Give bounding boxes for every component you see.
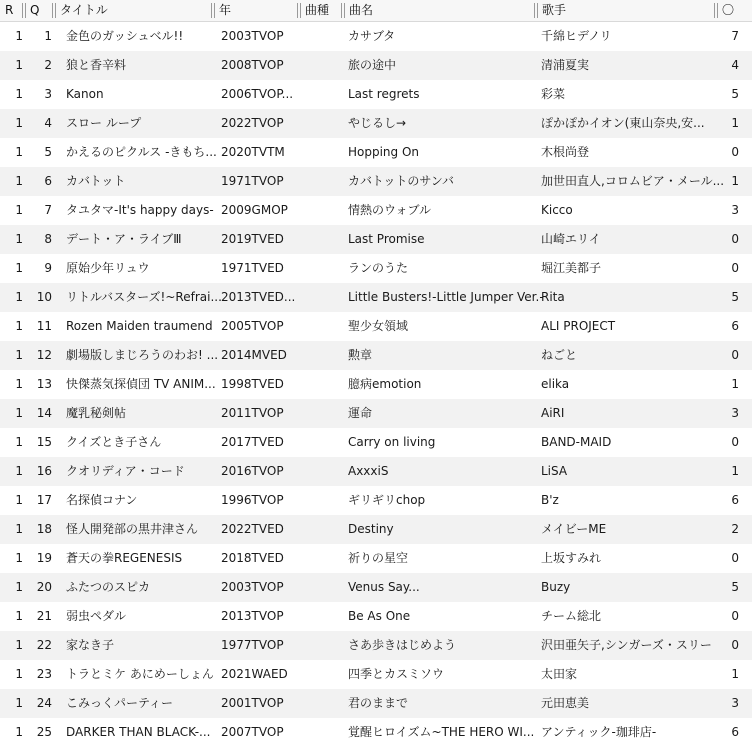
table-row[interactable]: [0, 718, 752, 747]
cell-rank: 1: [15, 725, 23, 739]
cell-song: 旅の途中: [348, 58, 397, 72]
cell-artist: Rita: [541, 290, 565, 304]
cell-rank: 1: [15, 58, 23, 72]
cell-artist: 上坂すみれ: [541, 551, 602, 565]
cell-year: 2014MVED: [221, 348, 287, 362]
cell-question: 21: [36, 609, 52, 623]
cell-circle: 0: [731, 232, 739, 246]
table-row[interactable]: [0, 544, 752, 573]
cell-artist: Buzy: [541, 580, 571, 594]
cell-rank: 1: [15, 493, 23, 507]
cell-circle: 0: [731, 261, 739, 275]
cell-artist: アンティック-珈琲店-: [541, 725, 657, 739]
cell-rank: 1: [15, 464, 23, 478]
cell-song: やじるし→: [348, 116, 407, 130]
cell-rank: 1: [15, 116, 23, 130]
cell-artist: 元田恵美: [541, 696, 590, 710]
cell-year: 2022TVED: [221, 522, 284, 536]
cell-rank: 1: [15, 319, 23, 333]
cell-song: 臆病emotion: [348, 377, 422, 391]
cell-title: トラとミケ あにめーしょん: [66, 667, 214, 681]
cell-rank: 1: [15, 580, 23, 594]
cell-artist: 沢田亜矢子,シンガーズ・スリー: [541, 638, 712, 652]
column-header-row: [0, 0, 752, 22]
cell-artist: 彩菜: [541, 87, 566, 101]
cell-song: カサブタ: [348, 29, 396, 43]
cell-title: カバトット: [66, 174, 126, 188]
cell-question: 7: [44, 203, 52, 217]
cell-question: 12: [36, 348, 52, 362]
cell-title: Rozen Maiden traumend: [66, 319, 213, 333]
cell-question: 8: [44, 232, 52, 246]
table-row[interactable]: [0, 573, 752, 602]
cell-question: 9: [44, 261, 52, 275]
cell-question: 11: [36, 319, 52, 333]
cell-song: 運命: [348, 406, 373, 420]
cell-song: 君のままで: [348, 696, 409, 710]
cell-artist: 加世田直人,コロムビア・メール...: [541, 174, 725, 188]
cell-title: 家なき子: [66, 638, 115, 652]
cell-title: ふたつのスピカ: [66, 580, 151, 594]
cell-artist: メイビーME: [541, 522, 607, 536]
cell-question: 24: [36, 696, 52, 710]
cell-artist: 木根尚登: [541, 145, 590, 159]
cell-artist: B'z: [541, 493, 559, 507]
cell-circle: 5: [731, 290, 739, 304]
cell-rank: 1: [15, 377, 23, 391]
cell-year: 2013TVOP: [221, 609, 284, 623]
column-header-q[interactable]: Q: [22, 0, 52, 21]
cell-artist: 太田家: [541, 667, 578, 681]
table-row[interactable]: [0, 341, 752, 370]
table-row[interactable]: [0, 399, 752, 428]
table-row[interactable]: [0, 51, 752, 80]
column-header-artist[interactable]: 歌手: [534, 0, 714, 21]
cell-year: 2021WAED: [221, 667, 288, 681]
cell-circle: 1: [731, 667, 739, 681]
table-row[interactable]: [0, 660, 752, 689]
cell-rank: 1: [15, 667, 23, 681]
table-row[interactable]: [0, 22, 752, 51]
cell-song: Carry on living: [348, 435, 436, 449]
table-row[interactable]: [0, 283, 752, 312]
table-row[interactable]: [0, 196, 752, 225]
table-row[interactable]: [0, 80, 752, 109]
table-row[interactable]: [0, 486, 752, 515]
cell-year: 2017TVED: [221, 435, 284, 449]
cell-year: 2009GMOP: [221, 203, 288, 217]
cell-question: 5: [44, 145, 52, 159]
cell-circle: 6: [731, 725, 739, 739]
cell-year: 1977TVOP: [221, 638, 284, 652]
cell-circle: 0: [731, 609, 739, 623]
cell-title: 原始少年リュウ: [66, 261, 150, 275]
cell-circle: 5: [731, 87, 739, 101]
cell-year: 2018TVED: [221, 551, 284, 565]
cell-title: 弱虫ペダル: [66, 609, 127, 623]
cell-song: ランのうた: [348, 261, 409, 275]
cell-title: スロー ループ: [66, 116, 142, 130]
cell-rank: 1: [15, 261, 23, 275]
cell-song: さあ歩きはじめよう: [348, 638, 457, 652]
cell-question: 17: [36, 493, 52, 507]
cell-artist: 清浦夏実: [541, 58, 590, 72]
cell-circle: 6: [731, 319, 739, 333]
table-row[interactable]: [0, 312, 752, 341]
cell-rank: 1: [15, 522, 23, 536]
column-header-year[interactable]: 年: [211, 0, 297, 21]
cell-rank: 1: [15, 435, 23, 449]
cell-year: 2008TVOP: [221, 58, 284, 72]
cell-question: 25: [36, 725, 52, 739]
cell-title: かえるのピクルス -きもち...: [66, 145, 217, 159]
table-row[interactable]: [0, 254, 752, 283]
cell-title: クオリディア・コード: [66, 464, 185, 478]
cell-artist: elika: [541, 377, 570, 391]
cell-year: 2020TVTM: [221, 145, 285, 159]
cell-rank: 1: [15, 609, 23, 623]
cell-circle: 2: [731, 522, 739, 536]
cell-year: 2003TVOP: [221, 580, 284, 594]
cell-rank: 1: [15, 203, 23, 217]
cell-circle: 7: [731, 29, 739, 43]
column-header-circle[interactable]: 〇: [714, 0, 752, 21]
cell-title: 快傑蒸気探偵団 TV ANIM...: [66, 377, 216, 391]
table-row[interactable]: [0, 138, 752, 167]
cell-artist: BAND-MAID: [541, 435, 612, 449]
cell-song: Destiny: [348, 522, 394, 536]
cell-title: こみっくパーティー: [66, 696, 174, 710]
table-row[interactable]: [0, 428, 752, 457]
cell-question: 1: [44, 29, 52, 43]
cell-year: 2001TVOP: [221, 696, 284, 710]
table-row[interactable]: [0, 602, 752, 631]
cell-artist: AiRI: [541, 406, 565, 420]
cell-year: 2005TVOP: [221, 319, 284, 333]
cell-rank: 1: [15, 87, 23, 101]
cell-circle: 1: [731, 464, 739, 478]
cell-rank: 1: [15, 174, 23, 188]
cell-rank: 1: [15, 348, 23, 362]
cell-circle: 5: [731, 580, 739, 594]
table-row[interactable]: [0, 689, 752, 718]
cell-year: 1996TVOP: [221, 493, 284, 507]
cell-artist: ぽかぽかイオン(東山奈央,安...: [541, 116, 705, 130]
cell-question: 4: [44, 116, 52, 130]
column-header-title[interactable]: タイトル: [52, 0, 211, 21]
table-row[interactable]: [0, 109, 752, 138]
cell-circle: 6: [731, 493, 739, 507]
cell-title: 金色のガッシュベル!!: [66, 29, 184, 43]
cell-song: Be As One: [348, 609, 411, 623]
cell-title: クイズとき子さん: [66, 435, 162, 449]
cell-circle: 0: [731, 551, 739, 565]
cell-artist: ALI PROJECT: [541, 319, 616, 333]
cell-rank: 1: [15, 290, 23, 304]
table-row[interactable]: [0, 167, 752, 196]
column-header-r[interactable]: R: [5, 3, 14, 17]
cell-artist: 千綿ヒデノリ: [541, 29, 612, 43]
cell-year: 2022TVOP: [221, 116, 284, 130]
cell-song: 祈りの星空: [348, 551, 409, 565]
cell-question: 20: [36, 580, 52, 594]
cell-circle: 1: [731, 116, 739, 130]
cell-title: 狼と香辛料: [66, 58, 127, 72]
table-row[interactable]: [0, 370, 752, 399]
column-header-type[interactable]: 曲種: [297, 0, 341, 21]
cell-year: 2003TVOP: [221, 29, 284, 43]
cell-artist: Kicco: [541, 203, 573, 217]
cell-circle: 3: [731, 406, 739, 420]
cell-song: Hopping On: [348, 145, 420, 159]
cell-question: 19: [36, 551, 52, 565]
cell-circle: 3: [731, 696, 739, 710]
cell-artist: 山崎エリイ: [541, 232, 601, 246]
column-header-song[interactable]: 曲名: [341, 0, 534, 21]
cell-rank: 1: [15, 29, 23, 43]
cell-artist: LiSA: [541, 464, 568, 478]
cell-circle: 1: [731, 174, 739, 188]
table-body: [0, 22, 752, 747]
cell-song: Little Busters!-Little Jumper Ver.-: [348, 290, 544, 304]
cell-circle: 4: [731, 58, 739, 72]
cell-song: 勲章: [348, 348, 373, 362]
cell-question: 15: [36, 435, 52, 449]
cell-artist: 堀江美都子: [541, 261, 602, 275]
cell-song: AxxxiS: [348, 464, 389, 478]
cell-title: 劇場版しまじろうのわお! ...: [66, 348, 219, 362]
cell-title: 名探偵コナン: [66, 493, 138, 507]
table-row[interactable]: [0, 631, 752, 660]
cell-year: 2019TVED: [221, 232, 284, 246]
cell-question: 6: [44, 174, 52, 188]
cell-question: 2: [44, 58, 52, 72]
cell-rank: 1: [15, 145, 23, 159]
cell-circle: 0: [731, 435, 739, 449]
cell-title: リトルバスターズ!~Refrai...: [66, 290, 222, 304]
cell-question: 3: [44, 87, 52, 101]
cell-title: 魔乳秘剣帖: [66, 406, 127, 420]
cell-rank: 1: [15, 638, 23, 652]
cell-artist: ねごと: [541, 348, 578, 362]
cell-song: 情熱のウォブル: [348, 203, 432, 217]
cell-rank: 1: [15, 406, 23, 420]
cell-song: Venus Say...: [348, 580, 420, 594]
cell-rank: 1: [15, 551, 23, 565]
cell-year: 1998TVED: [221, 377, 284, 391]
cell-title: Kanon: [66, 87, 104, 101]
cell-rank: 1: [15, 696, 23, 710]
cell-question: 22: [36, 638, 52, 652]
cell-circle: 0: [731, 348, 739, 362]
cell-title: DARKER THAN BLACK-...: [66, 725, 211, 739]
cell-circle: 3: [731, 203, 739, 217]
cell-year: 2006TVOP...: [221, 87, 294, 101]
cell-title: 怪人開発部の黒井津さん: [66, 522, 199, 536]
cell-song: ギリギリchop: [348, 493, 426, 507]
cell-year: 1971TVOP: [221, 174, 284, 188]
cell-circle: 0: [731, 145, 739, 159]
cell-song: 聖少女領域: [348, 319, 409, 333]
cell-year: 2007TVOP: [221, 725, 284, 739]
cell-artist: チーム総北: [541, 609, 602, 623]
cell-year: 1971TVED: [221, 261, 284, 275]
cell-year: 2013TVED...: [221, 290, 296, 304]
cell-question: 23: [36, 667, 52, 681]
cell-rank: 1: [15, 232, 23, 246]
cell-song: 四季とカスミソウ: [348, 667, 445, 681]
cell-question: 10: [36, 290, 52, 304]
table-row[interactable]: [0, 225, 752, 254]
cell-question: 13: [36, 377, 52, 391]
cell-question: 18: [36, 522, 52, 536]
cell-question: 16: [36, 464, 52, 478]
cell-song: Last Promise: [348, 232, 425, 246]
cell-circle: 0: [731, 638, 739, 652]
cell-title: デート・ア・ライブⅢ: [66, 232, 182, 246]
cell-song: 覚醒ヒロイズム~THE HERO WI...: [348, 725, 535, 739]
cell-year: 2011TVOP: [221, 406, 284, 420]
cell-song: カバトットのサンバ: [348, 174, 454, 188]
cell-question: 14: [36, 406, 52, 420]
cell-title: タユタマ-It's happy days-: [66, 203, 214, 217]
cell-year: 2016TVOP: [221, 464, 284, 478]
cell-circle: 1: [731, 377, 739, 391]
table-row[interactable]: [0, 457, 752, 486]
cell-song: Last regrets: [348, 87, 420, 101]
table-row[interactable]: [0, 515, 752, 544]
cell-title: 蒼天の拳REGENESIS: [66, 551, 183, 565]
